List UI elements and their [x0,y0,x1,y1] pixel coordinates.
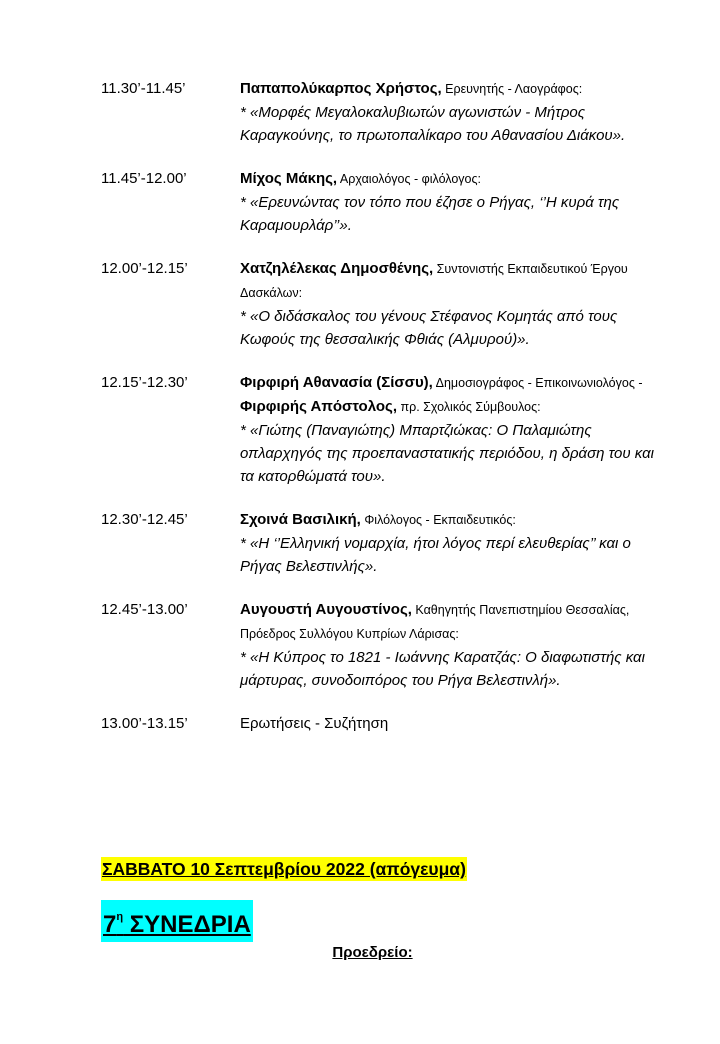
program-entry [101,257,661,351]
program-list [101,77,661,755]
speaker-role: Δημοσιογράφος - Επικοινωνιολόγος - [432,376,643,390]
entry-body [240,508,661,578]
time-slot: 13.00’-13.15’ [101,715,188,732]
entry-body [240,257,661,351]
time-slot: 12.45’-13.00’ [101,601,188,618]
program-entry [101,371,661,488]
speaker-role: πρ. Σχολικός Σύμβουλος: [396,400,541,414]
discussion-label: Ερωτήσεις - Συζήτηση [240,715,389,732]
talk-title: * «Γιώτης (Παναγιώτης) Μπαρτζιώκας: Ο Παλαμιώτης οπλαρχηγός της προεπαναστατικής περιόδου, η δράση του και τα κατορθώματά του». [240,422,655,485]
entry-body [240,167,661,237]
chair-label: Προεδρείο: [332,944,413,961]
speaker-role: Αρχαιολόγος - φιλόλογος: [337,172,481,186]
session-number: 7 [103,911,117,938]
program-entry [101,712,661,735]
speaker-name: Χατζηλέλεκας Δημοσθένης, [240,260,434,277]
day-heading: ΣΑΒΒΑΤΟ 10 Σεπτεμβρίου 2022 (απόγευμα) [102,859,466,879]
talk-title: * «Η ‘’Ελληνική νομαρχία, ήτοι λόγος περί ελευθερίας’’ και ο Ρήγας Βελεστινλής». [240,535,631,575]
speaker-role: Φιλόλογος - Εκπαιδευτικός: [360,513,516,527]
session-label: ΣΥΝΕΔΡΙΑ [123,911,251,938]
speaker-role: Καθηγητής Πανεπιστημίου Θεσσαλίας, Πρόεδρος Συλλόγου Κυπρίων Λάρισας: [240,603,630,641]
speaker-name: Φιρφιρή Αθανασία (Σίσσυ), [240,374,433,391]
talk-title: * «Η Κύπρος το 1821 - Ιωάννης Καρατζάς: Ο διαφωτιστής και μάρτυρας, συνοδοιπόρος του Ρήγα Βελεστινλή». [240,649,645,689]
time-slot: 11.30’-11.45’ [101,80,186,97]
speaker-name: Σχοινά Βασιλική, [240,511,361,528]
program-entry [101,167,661,237]
speaker-name: Αυγουστή Αυγουστίνος, [240,601,412,618]
entry-body [240,712,661,735]
speaker-name: Μίχος Μάκης, [240,170,338,187]
time-slot: 12.30’-12.45’ [101,511,188,528]
entry-body [240,77,661,147]
time-slot: 11.45’-12.00’ [101,170,187,187]
time-slot: 12.00’-12.15’ [101,260,188,277]
entry-body [240,598,661,692]
talk-title: * «Ερευνώντας τον τόπο που έζησε ο Ρήγας, ‘’Η κυρά της Καραμουρλάρ’’». [240,194,620,234]
speaker-name: Φιρφιρής Απόστολος, [240,398,397,415]
talk-title: * «Ο διδάσκαλος του γένους Στέφανος Κομητάς από τους Κωφούς της θεσσαλικής Φθιάς (Αλμυρού)». [240,308,618,348]
program-entry [101,508,661,578]
talk-title: * «Μορφές Μεγαλοκαλυβιωτών αγωνιστών - Μήτρος Καραγκούνης, το πρωτοπαλίκαρο του Αθανασίου Διάκου». [240,104,626,144]
program-entry [101,598,661,692]
time-slot: 12.15’-12.30’ [101,374,188,391]
program-entry [101,77,661,147]
session-heading [101,900,253,942]
speaker-role: Συντονιστής Εκπαιδευτικού Έργου Δασκάλων: [240,262,628,300]
speaker-name: Παπαπολύκαρπος Χρήστος, [240,80,442,97]
session-ordinal-suffix: η [116,911,124,923]
entry-body [240,371,661,488]
speaker-role: Ερευνητής - Λαογράφος: [441,82,583,96]
